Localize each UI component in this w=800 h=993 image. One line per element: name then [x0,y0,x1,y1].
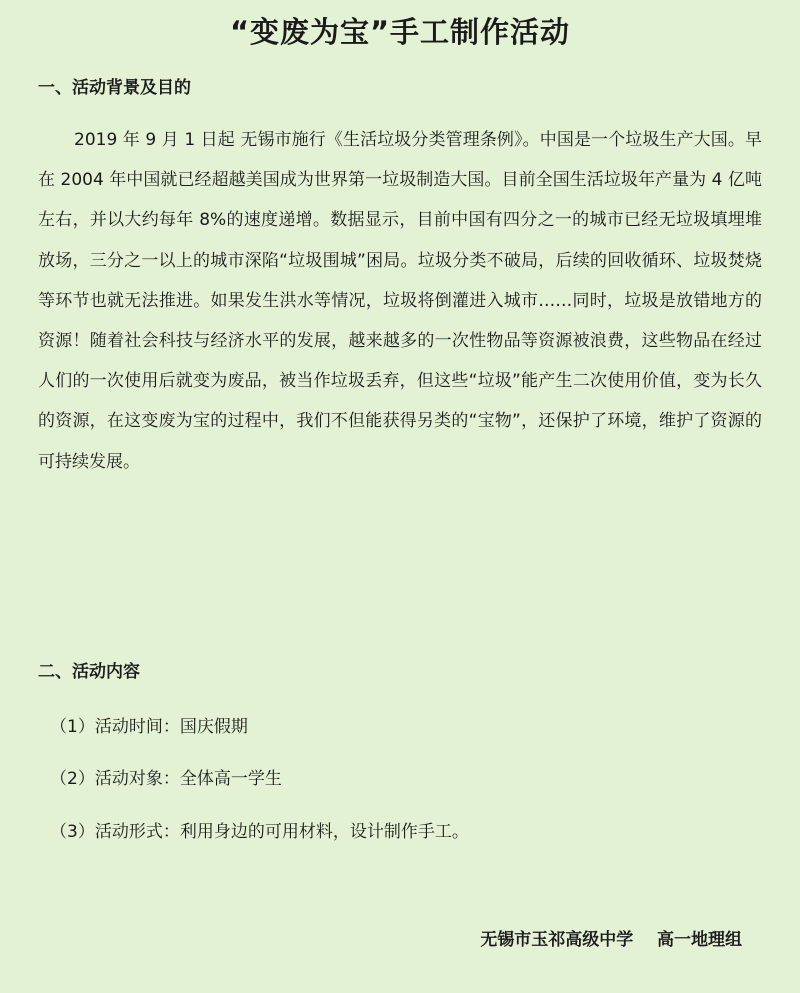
background-paragraph: 2019 年 9 月 1 日起 无锡市施行《生活垃圾分类管理条例》。中国是一个垃圾生产大国。早在 2004 年中国就已经超越美国成为世界第一垃圾制造大国。目前全国生活垃圾年产量为 4 亿吨左右，并以大约每年 8%的速度递增。数据显示，目前中国有四分之一的城市已经无垃圾填埋堆放场，三分之一以上的城市深陷“垃圾围城”困局。垃圾分类不破局，后续的回收循环、垃圾焚烧等环节也就无法推进。如果发生洪水等情况，垃圾将倒灌进入城市……同时，垃圾是放错地方的资源！随着社会科技与经济水平的发展，越来越多的一次性物品等资源被浪费，这些物品在经过人们的一次使用后就变为废品，被当作垃圾丢弃，但这些“垃圾”能产生二次使用价值，变为长久的资源，在这变废为宝的过程中，我们不但能获得另类的“宝物”，还保护了环境，维护了资源的可持续发展。 [38,130,762,472]
activity-time-item: （1）活动时间：国庆假期 [50,717,248,737]
signature: 无锡市玉祁高级中学 高一地理组 [480,930,742,950]
document-title: “变废为宝”手工制作活动 [229,15,571,49]
activity-audience-item: （2）活动对象：全体高一学生 [50,769,282,789]
section-heading-background: 一、活动背景及目的 [38,78,191,98]
section-heading-content: 二、活动内容 [38,662,140,682]
activity-format-item: （3）活动形式：利用身边的可用材料，设计制作手工。 [50,822,469,842]
